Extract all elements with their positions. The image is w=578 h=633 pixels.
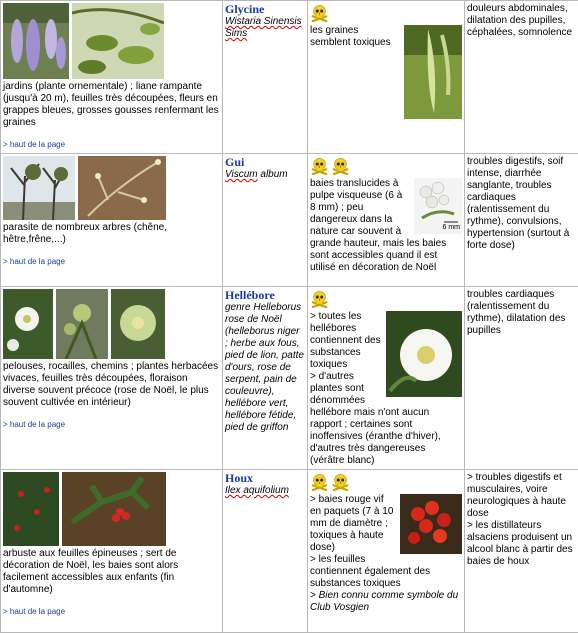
christmas-rose-photo — [386, 311, 462, 397]
danger-rating — [310, 472, 462, 492]
symptoms-description: troubles cardiaques (ralentissement du rythme), dilatation des pupilles — [467, 289, 576, 337]
holly-branch-photo — [62, 472, 166, 546]
toxicity-description-2: > les feuilles contiennent également des substances toxiques — [310, 554, 462, 590]
table-row — [1, 287, 578, 470]
latin-name: Ilex aquifolium — [225, 485, 289, 496]
symptoms-cell — [465, 1, 578, 154]
symptoms-description: douleurs abdominales, dilatation des pupilles, céphalées, somnolence — [467, 3, 576, 39]
toxicity-cell — [308, 287, 465, 470]
hellebore-white-photo — [3, 289, 53, 359]
habitat-cell — [1, 470, 223, 633]
table-row — [1, 154, 578, 287]
latin-name: Wistaria Sinensis Sims — [225, 16, 302, 39]
danger-rating — [310, 3, 462, 23]
plant-name: Glycine — [225, 3, 305, 15]
latin-species: album — [258, 169, 288, 180]
habitat-description: arbuste aux feuilles épineuses ; sert de décoration de Noël, les baies sont alors facilement accessibles aux enfants (fin d'automne) — [3, 548, 220, 596]
name-cell — [223, 470, 308, 633]
wisteria-pods-photo — [72, 3, 164, 79]
holly-bush-photo — [3, 472, 59, 546]
skull-crossbones-icon — [310, 156, 329, 175]
skull-crossbones-icon — [310, 472, 329, 491]
scale-label: 6 mm — [443, 224, 461, 232]
plant-name: Hellébore — [225, 289, 305, 301]
name-cell — [223, 154, 308, 287]
wisteria-flowers-photo — [3, 3, 69, 79]
toxicity-cell — [308, 1, 465, 154]
habitat-cell — [1, 154, 223, 287]
back-to-top-link[interactable]: > haut de la page — [3, 419, 220, 431]
latin-name: genre Helleborus rose de Noël (helleborus niger ; herbe aux fous, pied de lion, patte d'ours, rose de serpent, pain de couleuvre), hellébore vert, hellébore fétide, pied de griffon — [225, 302, 304, 433]
skull-crossbones-icon — [310, 3, 329, 22]
skull-crossbones-icon — [331, 156, 350, 175]
danger-rating — [310, 156, 462, 176]
toxicity-description: les graines semblent toxiques — [310, 25, 462, 49]
hellebore-closeup-photo — [111, 289, 165, 359]
name-cell — [223, 287, 308, 470]
toxicity-cell — [308, 470, 465, 633]
symptoms-cell — [465, 287, 578, 470]
name-cell — [223, 1, 308, 154]
mistletoe-berries-photo — [414, 178, 462, 234]
toxicity-description-3: > Bien connu comme symbole du Club Vosgien — [310, 590, 462, 614]
plant-name: Houx — [225, 472, 305, 484]
mistletoe-tree-photo — [3, 156, 75, 220]
table-row — [1, 1, 578, 154]
danger-rating — [310, 289, 462, 309]
skull-crossbones-icon — [310, 289, 329, 308]
symptoms-description: troubles digestifs, soif intense, diarrhée sanglante, troubles cardiaques (ralentissement du rythme), convulsions, hypertension (surtout à forte dose) — [467, 156, 576, 252]
holly-berries-photo — [400, 494, 462, 554]
habitat-description: pelouses, rocailles, chemins ; plantes herbacées vivaces, feuilles très découpées, floraison diverse souvent précoce (rose de Noël, le plus souvent cultivée en intérieur) — [3, 361, 220, 409]
hellebore-green-photo — [56, 289, 108, 359]
habitat-description: jardins (plante ornementale) ; liane rampante (jusqu'à 20 m), feuilles très découpées, fleurs en grappes bleues, grosses gousses renfermant les graines — [3, 81, 220, 129]
symptoms-cell — [465, 154, 578, 287]
table-row — [1, 470, 578, 633]
back-to-top-link[interactable]: > haut de la page — [3, 256, 220, 268]
back-to-top-link[interactable]: > haut de la page — [3, 139, 220, 151]
habitat-cell — [1, 1, 223, 154]
symptoms-description: > troubles digestifs et musculaires, voire neurologiques à haute dose > les distillateurs alsaciens produisent un alcool blanc à partir des baies de houx — [467, 472, 576, 568]
symptoms-cell — [465, 470, 578, 633]
wisteria-pod-photo — [404, 25, 462, 119]
back-to-top-link[interactable]: > haut de la page — [3, 606, 220, 618]
toxicity-description-1: > toutes les hellébores contiennent des substances toxiques — [310, 311, 462, 371]
toxicity-description-2: > d'autres plantes sont dénommées hellébore mais n'ont aucun rapport ; certaines sont inoffensives (éranthe d'hiver), d'autres très dangereuses (vérâtre blanc) — [310, 371, 462, 467]
toxicity-description: baies translucides à pulpe visqueuse (6 à 8 mm) ; peu dangereux dans la nature car souvent à grande hauteur, mais les baies sont accessibles quand il est utilisé en décoration de Noël — [310, 178, 462, 274]
habitat-description: parasite de nombreux arbres (chêne, hêtre,frêne,...) — [3, 222, 220, 246]
mistletoe-branch-photo — [78, 156, 166, 220]
skull-crossbones-icon — [331, 472, 350, 491]
plant-name: Gui — [225, 156, 305, 168]
toxicity-description-1: > baies rouge vif en paquets (7 à 10 mm de diamètre ; toxiques à haute dose) — [310, 494, 462, 554]
toxicity-cell — [308, 154, 465, 287]
latin-genus: Viscum — [225, 169, 258, 180]
habitat-cell — [1, 287, 223, 470]
